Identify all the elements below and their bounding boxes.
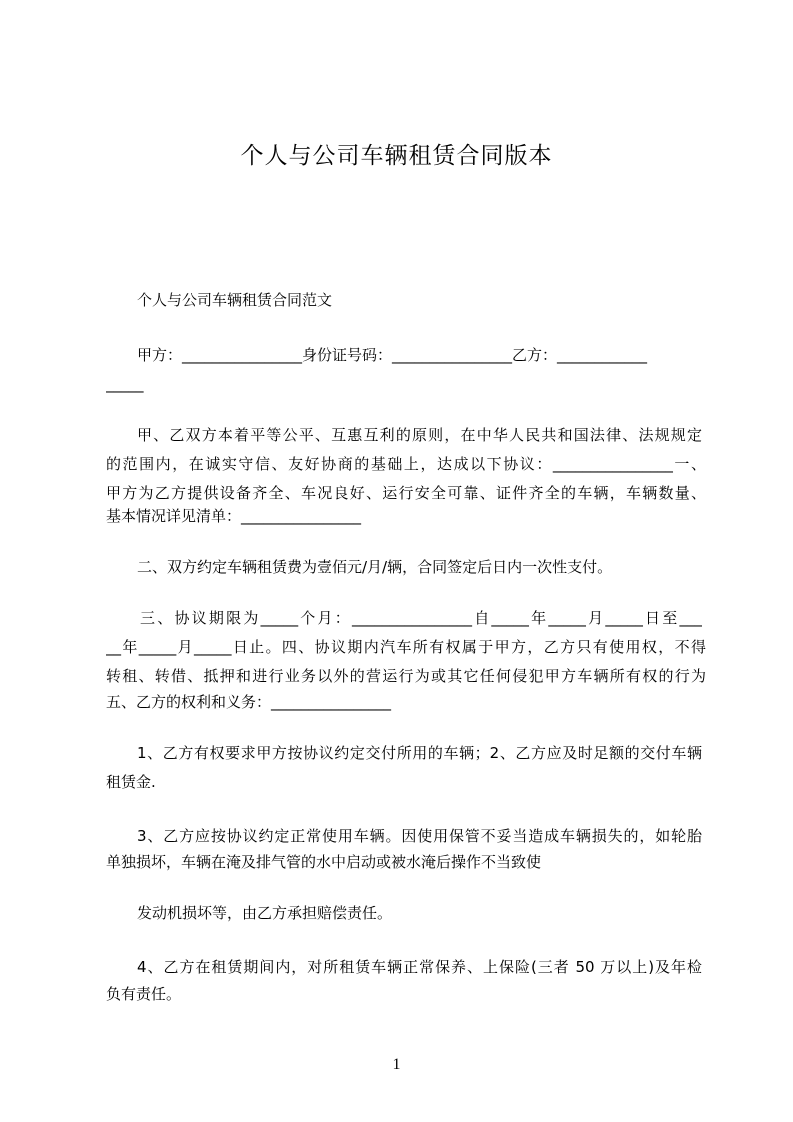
para1-line-3: 甲方为乙方提供设备齐全、车况良好、运行安全可靠、证件齐全的车辆，车辆数量、	[106, 484, 706, 502]
para2-line-1: 二、双方约定车辆租赁费为壹佰元/月/辆，合同签定后日内一次性支付。	[137, 558, 613, 576]
para3-line-1: 三、协议期限为_____个月：________________自_____年_____月_____日至___	[140, 609, 702, 627]
document-subtitle: 个人与公司车辆租赁合同范文	[137, 291, 333, 309]
para5-line-2: 单独损坏，车辆在淹及排气管的水中启动或被水淹后操作不当致使	[106, 853, 542, 871]
para3-line-4: 五、乙方的权利和义务：________________	[106, 693, 392, 711]
para4-line-2: 租赁金.	[106, 773, 156, 791]
document-title: 个人与公司车辆租赁合同版本	[240, 143, 553, 169]
parties-line-1: 甲方：________________身份证号码：________________乙方：____________	[137, 346, 648, 364]
para7-line-1: 4、乙方在租赁期间内，对所租赁车辆正常保养、上保险(三者 50 万以上)及年检	[137, 958, 702, 976]
para6-line-1: 发动机损坏等，由乙方承担赔偿责任。	[137, 904, 393, 922]
para7-line-2: 负有责任。	[106, 985, 182, 1003]
page-number: 1	[392, 1056, 401, 1073]
para4-line-1: 1、乙方有权要求甲方按协议约定交付所用的车辆；2、乙方应及时足额的交付车辆	[137, 744, 702, 762]
para1-line-1: 甲、乙双方本着平等公平、互惠互利的原则，在中华人民共和国法律、法规规定	[137, 426, 702, 444]
para1-line-2: 的范围内，在诚实守信、友好协商的基础上，达成以下协议：________________一、	[106, 455, 706, 473]
para5-line-1: 3、乙方应按协议约定正常使用车辆。因使用保管不妥当造成车辆损失的，如轮胎	[137, 827, 702, 845]
para3-line-2: __年_____月_____日止。四、协议期内汽车所有权属于甲方，乙方只有使用权，不得	[106, 638, 706, 656]
para1-line-4: 基本情况详见清单：________________	[106, 507, 362, 525]
para3-line-3: 转租、转借、抵押和进行业务以外的营运行为或其它任何侵犯甲方车辆所有权的行为	[106, 667, 706, 685]
parties-line-2: _____	[106, 375, 144, 393]
